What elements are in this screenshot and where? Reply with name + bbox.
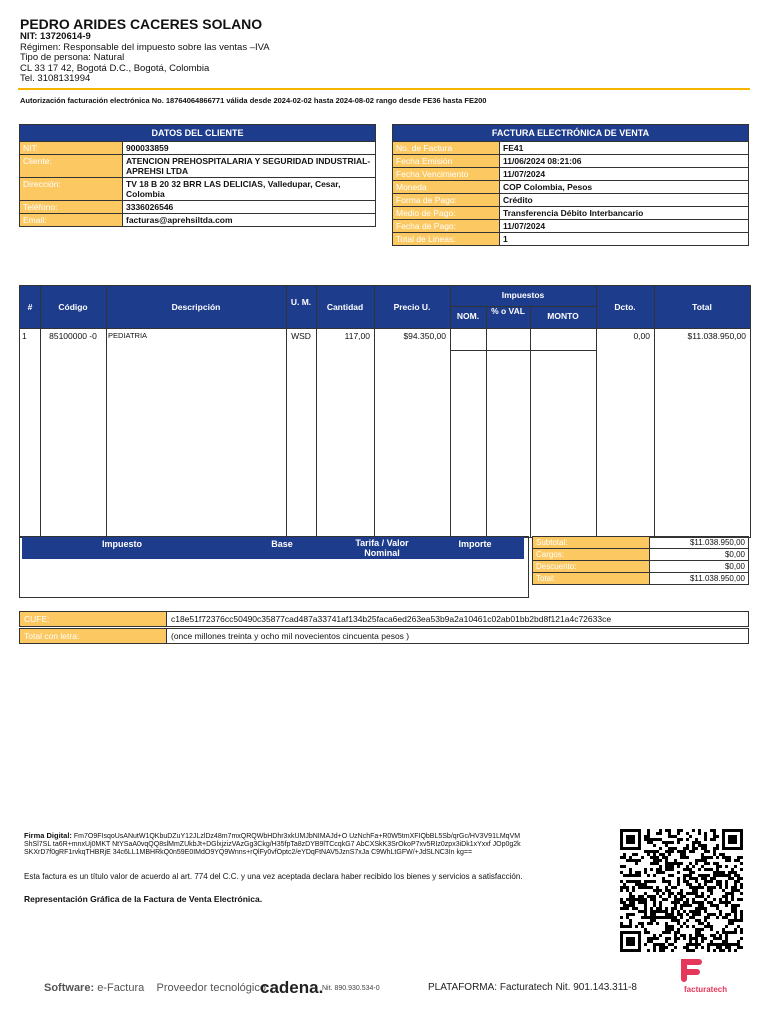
item-descripcion: PEDIATRIA — [108, 331, 148, 340]
col-impuestos-header: Impuestos — [501, 290, 545, 300]
invoice-table — [392, 124, 749, 246]
invoice-payment-method-value: Transferencia Débito Interbancario — [500, 207, 749, 220]
invoice-issue-date-value: 11/06/2024 08:21:06 — [500, 155, 749, 168]
total-label: Total: — [533, 573, 650, 585]
invoice-currency-value: COP Colombia, Pesos — [500, 181, 749, 194]
client-email-value: facturas@aprehsiltda.com — [123, 214, 376, 227]
tax-importe-header: Importe — [458, 539, 492, 549]
platform-text: PLATAFORMA: Facturatech Nit. 901.143.311-8 — [428, 982, 637, 993]
header-divider — [18, 88, 750, 90]
footer-software — [44, 982, 269, 994]
total-value: $11.038.950,00 — [650, 573, 749, 585]
col-total-header: Total — [692, 302, 712, 312]
issuer-details — [20, 32, 270, 85]
digital-signature-value: Fm7O9FIsqoUsANutW1QKbuDZuY12JLzlDz48m7mxQRQWbHDhr3xkUMJbNIMAJd+O UzNchFa+R0W5tmXFIQbBL5Sb/qrGc/HV3V91LMqVMShSl7SL ta6R+mnxUj0MKT NtYSaA0vqQQ8slMmZUkbJt+DGlxjzizVAzGg3Ckg/H35fpTa8zDYB9lTCcqkG7 AbCXSkK3SrOkoP7xv5RIz0zpx3iDk1xYxxf JOp0g2kSKXrD7f0gRF1rvkqTHBRjE 34c6LL1MBHRkQ0n59E0IMdO9YQ9Wnns+rQlFy0vfOptc2/eYDqFtNAV5JznS7xJa C9WhLtGFW/+JdSLNC3In kg== — [24, 833, 521, 856]
qr-code — [616, 828, 747, 952]
issuer-name: PEDRO ARIDES CACERES SOLANO — [20, 16, 263, 32]
client-email-label: Email: — [20, 214, 123, 227]
col-descripcion-header: Descripción — [171, 302, 221, 312]
client-phone-label: Teléfono: — [20, 201, 123, 214]
invoice-number-label: No. de Factura — [393, 142, 500, 155]
tax-impuesto-header: Impuesto — [101, 539, 142, 549]
col-dcto-header: Dcto. — [614, 302, 636, 312]
client-table-title: DATOS DEL CLIENTE — [20, 125, 376, 142]
col-cantidad-header: Cantidad — [326, 302, 364, 312]
digital-signature-label: Firma Digital: — [24, 831, 72, 840]
invoice-total-lines-value: 1 — [500, 233, 749, 246]
item-cantidad: 117,00 — [344, 331, 370, 341]
cargos-label: Cargos: — [533, 549, 650, 561]
cadena-nit: Nit. 890.930.534-0 — [322, 985, 380, 992]
invoice-payment-form-value: Crédito — [500, 194, 749, 207]
cufe-table — [19, 611, 749, 627]
invoice-payment-form-label: Forma de Pago: — [393, 194, 500, 207]
total-letters-value: (once millones treinta y ocho mil novecientos cincuenta pesos ) — [167, 629, 749, 644]
cufe-label: CUFE: — [20, 612, 167, 627]
subtotal-label: Subtotal: — [533, 537, 650, 549]
client-phone-value: 3336026546 — [123, 201, 376, 214]
invoice-currency-label: Moneda — [393, 181, 500, 194]
client-nit-value: 900033859 — [123, 142, 376, 155]
col-pct-header: % o VAL — [491, 306, 525, 316]
tax-base-header: Base — [271, 539, 293, 549]
invoice-total-lines-label: Total de Lineas: — [393, 233, 500, 246]
item-codigo: 85100000 -0 — [49, 331, 97, 341]
item-total: $11.038.950,00 — [687, 331, 746, 341]
client-name-value: ATENCION PREHOSPITALARIA Y SEGURIDAD INDUSTRIAL- APREHSI LTDA — [123, 155, 376, 178]
cufe-value: c18e51f72376cc50490c35877cad487a33741af134b25faca6ed263ea53b9a2a10461c02ab01bb2bd8f121a4c72633ce — [167, 612, 749, 627]
invoice-payment-method-label: Medio de Pago: — [393, 207, 500, 220]
issuer-nit: NIT: 13720614-9 — [20, 31, 91, 42]
digital-signature — [24, 832, 524, 857]
tax-tarifa-header: Tarifa / Valor Nominal — [355, 538, 409, 558]
issuer-regimen: Régimen: Responsable del impuesto sobre las ventas –IVA — [20, 41, 270, 53]
total-letters-table — [19, 628, 749, 644]
invoice-table-title: FACTURA ELECTRÓNICA DE VENTA — [393, 125, 749, 142]
col-nom-header: NOM. — [456, 311, 480, 321]
issuer-phone: Tel. 3108131994 — [20, 73, 91, 84]
tax-summary-header — [22, 537, 524, 559]
invoice-issue-date-label: Fecha Emisión — [393, 155, 500, 168]
client-name-label: Cliente: — [20, 155, 123, 178]
cadena-logo: cadena. — [260, 978, 324, 997]
item-precio: $94.350,00 — [403, 331, 446, 341]
software-label: Software: — [44, 982, 95, 994]
client-nit-label: NIT: — [20, 142, 123, 155]
representation-note: Representación Gráfica de la Factura de Venta Electrónica. — [24, 894, 263, 904]
descuento-value: $0,00 — [650, 561, 749, 573]
client-table — [19, 124, 376, 227]
item-num: 1 — [22, 331, 27, 341]
descuento-label: Descuento: — [533, 561, 650, 573]
invoice-number-value: FE41 — [500, 142, 749, 155]
totals-table — [532, 536, 749, 585]
col-um-header: U. M. — [290, 297, 312, 307]
subtotal-value: $11.038.950,00 — [650, 537, 749, 549]
invoice-due-date-label: Fecha Vencimiento — [393, 168, 500, 181]
col-codigo-header: Código — [58, 302, 88, 312]
client-address-value: TV 18 B 20 32 BRR LAS DELICIAS, Valledupar, Cesar, Colombia — [123, 178, 376, 201]
col-precio-header: Precio U. — [393, 302, 431, 312]
invoice-payment-date-value: 11/07/2024 — [500, 220, 749, 233]
col-num-header: # — [27, 302, 33, 312]
cargos-value: $0,00 — [650, 549, 749, 561]
invoice-payment-date-label: Fecha de Pago: — [393, 220, 500, 233]
facturatech-logo-text: facturatech — [684, 985, 728, 994]
issuer-address: CL 33 17 42, Bogotá D.C., Bogotá, Colombia — [20, 62, 210, 74]
client-address-label: Dirección: — [20, 178, 123, 201]
total-letters-label: Total con letra: — [20, 629, 167, 644]
proveedor-label: Proveedor tecnológico: — [156, 982, 270, 994]
invoice-due-date-value: 11/07/2024 — [500, 168, 749, 181]
item-dcto: 0,00 — [633, 331, 650, 341]
item-um: WSD — [291, 331, 311, 341]
legal-note: Esta factura es un título valor de acuerdo al art. 774 del C.C. y una vez aceptada declara haber recibido los bienes y servicios a satisfacción. — [24, 872, 523, 881]
items-table — [19, 285, 751, 538]
software-name: e-Factura — [97, 982, 145, 994]
authorization-text: Autorización facturación electrónica No. 18764064866771 válida desde 2024-02-02 hasta 2024-08-02 rango desde FE36 hasta FE200 — [20, 96, 487, 105]
facturatech-logo-icon — [677, 955, 705, 983]
col-monto-header: MONTO — [547, 311, 579, 321]
issuer-tipo: Tipo de persona: Natural — [20, 52, 125, 63]
